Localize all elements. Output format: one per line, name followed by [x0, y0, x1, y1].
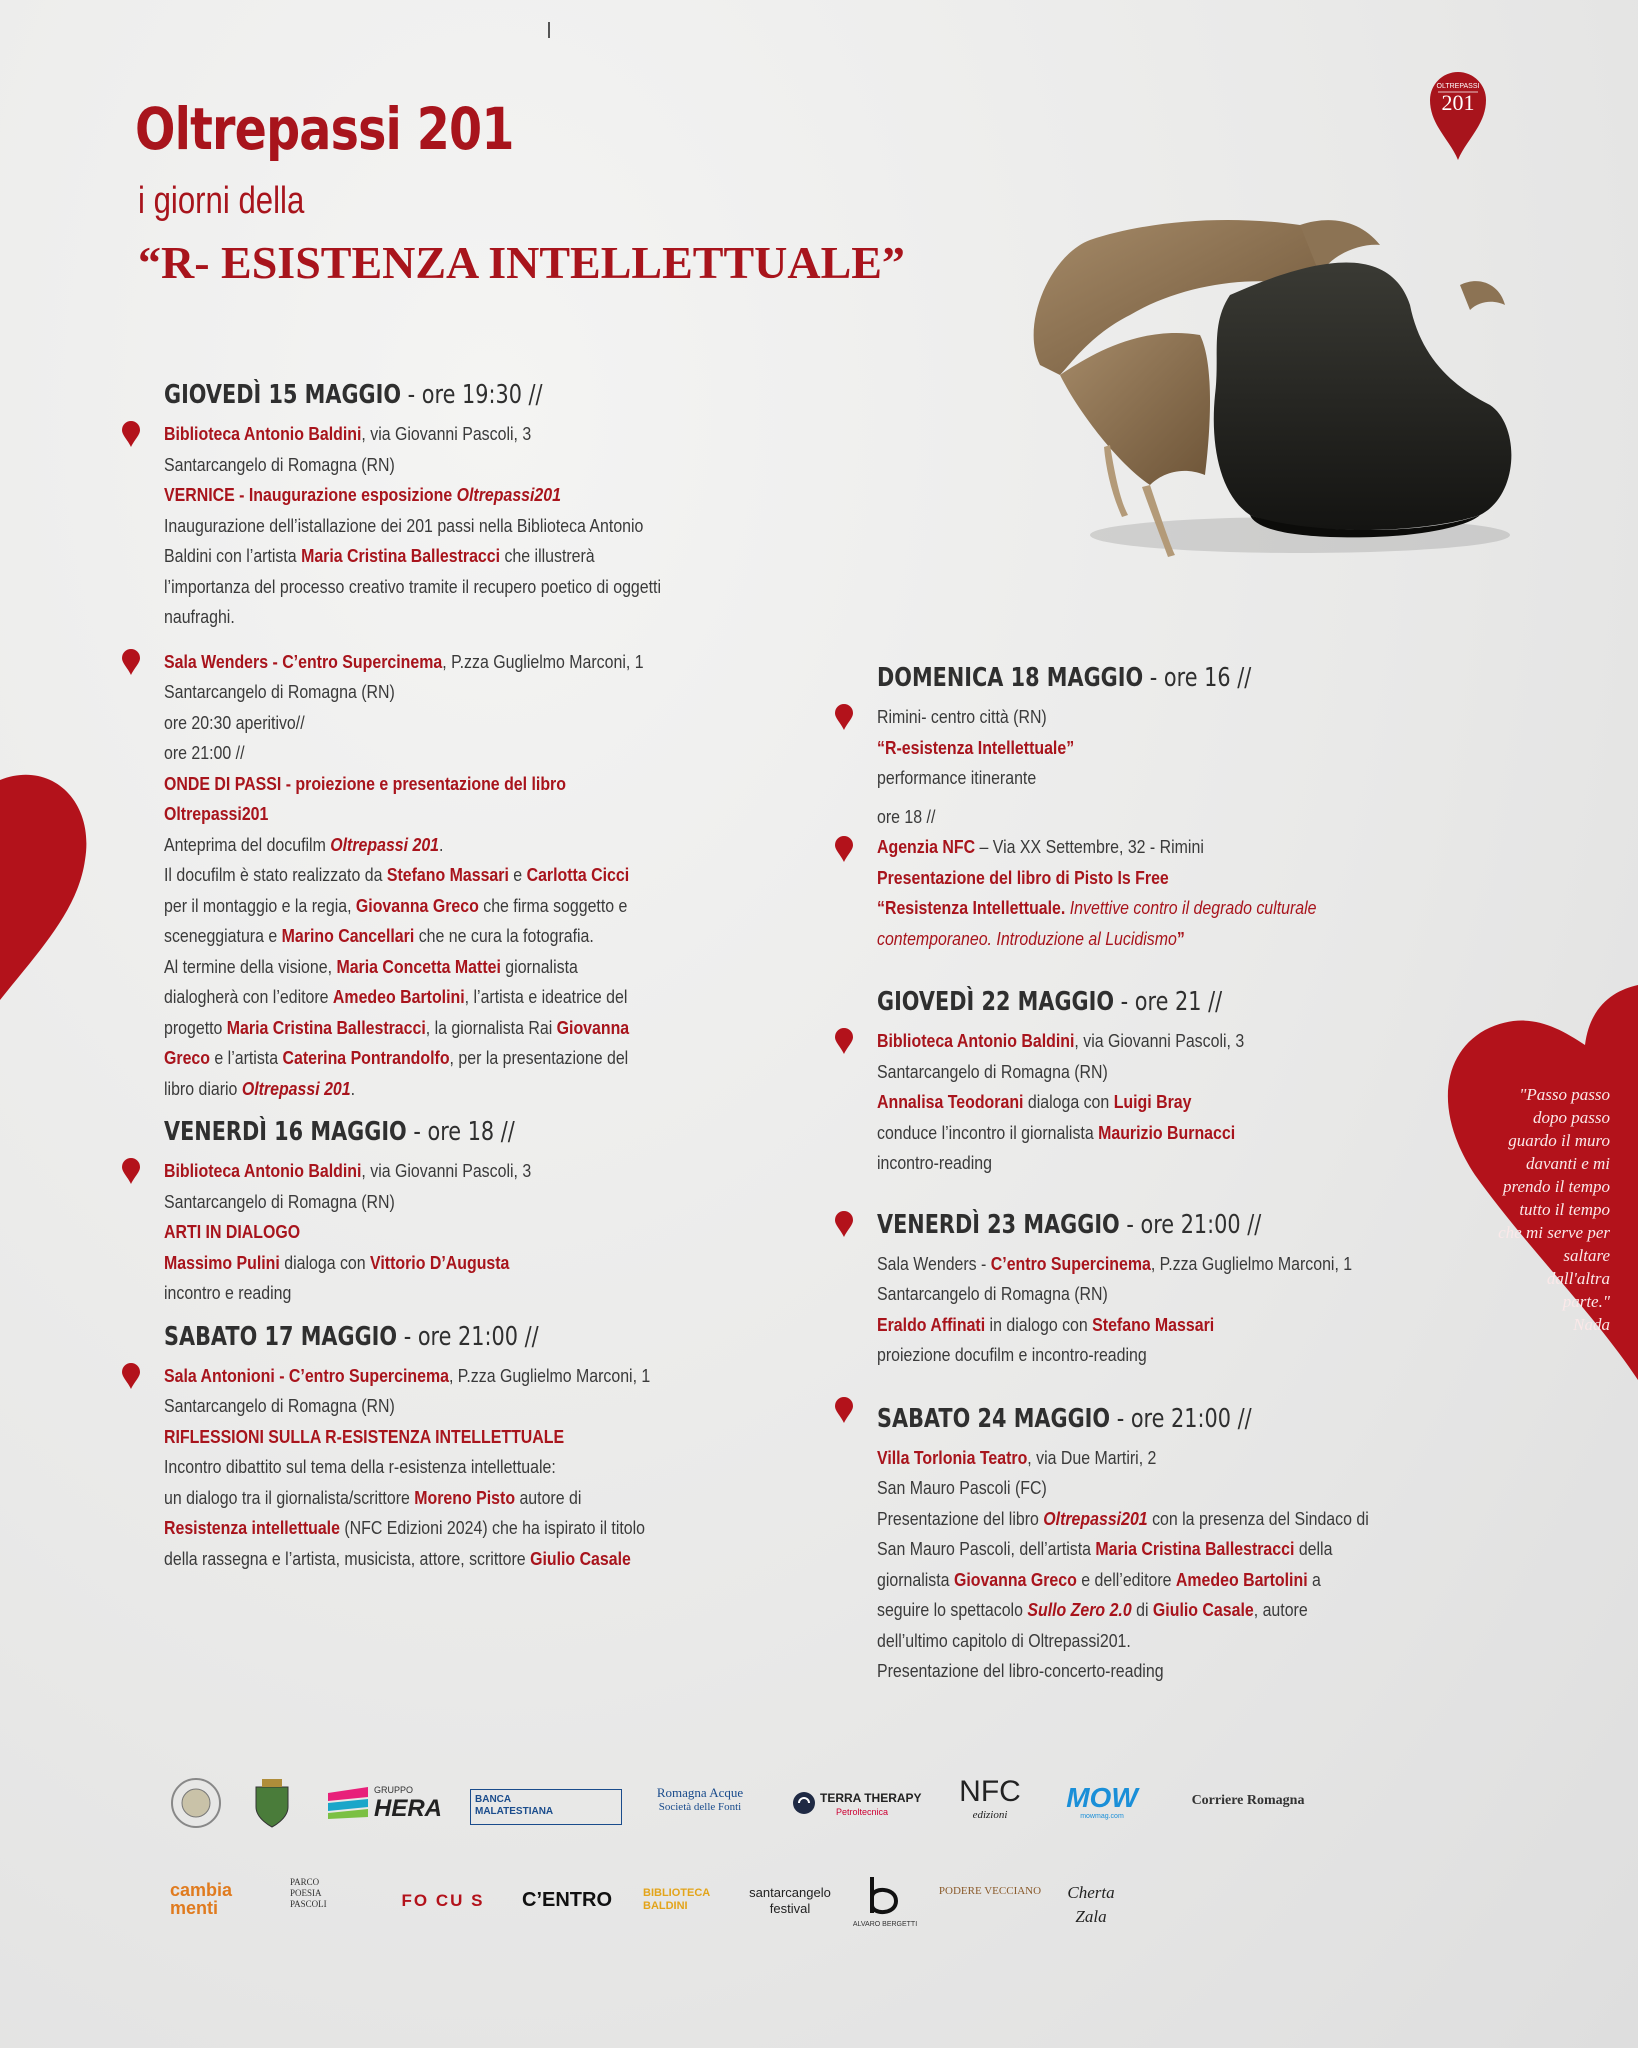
poster-title: Oltrepassi 201	[135, 95, 514, 163]
event-venerdi-23-maggio	[877, 1207, 1417, 1371]
red-heart-shape-left	[0, 770, 90, 1000]
event-date-header: DOMENICA 18 MAGGIO - ore 16 //	[877, 663, 1252, 693]
municipal-crest-logo	[252, 1777, 292, 1829]
location-pin-icon	[122, 1158, 140, 1184]
nada-quote: "Passo passo dopo passo guardo il muro davanti e mi prendo il tempo tutto il tempo che mi serve per saltare dall'altra parte." Nada	[1498, 1085, 1610, 1334]
mow-logo: MOW mowmag.com	[1066, 1782, 1138, 1820]
event-sabato-17-maggio	[164, 1319, 687, 1575]
location-pin-icon	[835, 704, 853, 730]
broken-boot-illustration	[1000, 215, 1530, 575]
event-date-header: VENERDÌ 23 MAGGIO - ore 21:00 //	[877, 1209, 1262, 1240]
location-pin-icon	[122, 1363, 140, 1389]
hera-logo: GRUPPO HERA	[328, 1785, 438, 1825]
santarcangelo-festival-logo: santarcangelo festival	[749, 1885, 831, 1916]
biblioteca-baldini-logo: BIBLIOTECA BALDINI	[643, 1887, 710, 1912]
banca-malatestiana-logo: BANCA MALATESTIANA	[470, 1789, 622, 1825]
event-block-sala-wenders: Sala Wenders - C’entro Supercinema, P.zza Guglielmo Marconi, 1 Santarcangelo di Romagna (RN) ore 20:30 aperitivo// ore 21:00 // ONDE DI PASSI - proiezione e presentazione del libro Oltrepassi201 Anteprima del docufilm Oltrepassi 201. Il docufilm è stato realizzato da Stefano Massari e Carlotta Cicci per il montaggio e la regia, Giovanna Greco che firma soggetto e sceneggiatura e Marino Cancellari che ne cura la fotografia. Al termine della visione, Maria Concetta Mattei giornalista dialogherà con l’editore Amedeo Bartolini, l’artista e ideatrice del progetto Maria Cristina Ballestracci, la giornalista Rai Giovanna Greco e l’artista Caterina Pontrandolfo, per la presentazione del libro diario Oltrepassi 201.	[164, 647, 687, 1105]
terra-therapy-logo: TERRA THERAPY Petroltecnica	[792, 1789, 932, 1825]
alvaro-bergetti-mark	[864, 1875, 904, 1921]
event-block: Biblioteca Antonio Baldini, via Giovanni Pascoli, 3 Santarcangelo di Romagna (RN) Annalisa Teodorani dialoga con Luigi Bray conduce l’incontro il giornalista Maurizio Burnacci incontro-reading	[877, 1026, 1417, 1179]
location-pin-icon	[835, 1028, 853, 1054]
venue-name: Biblioteca Antonio Baldini	[164, 423, 362, 444]
event-venerdi-16-maggio	[164, 1114, 687, 1309]
event-block: Sala Antonioni - C’entro Supercinema, P.zza Guglielmo Marconi, 1 Santarcangelo di Romagna (RN) RIFLESSIONI SULLA R-ESISTENZA INTELLETTUALE Incontro dibattito sul tema della r-esistenza intellettuale: un dialogo tra il giornalista/scrittore Moreno Pisto autore di Resistenza intellettuale (NFC Edizioni 2024) che ha ispirato il titolo della rassegna e l’artista, musicista, attore, scrittore Giulio Casale	[164, 1361, 687, 1575]
oltrepassi-badge	[1428, 70, 1488, 162]
cambiamenti-logo: cambia menti	[170, 1880, 233, 1918]
event-date-header: SABATO 24 MAGGIO - ore 21:00 //	[877, 1403, 1252, 1434]
sponsor-row-1	[160, 1775, 1480, 1845]
event-date-header: GIOVEDÌ 15 MAGGIO - ore 19:30 //	[164, 380, 543, 410]
location-pin-icon	[835, 1397, 853, 1423]
location-pin-icon	[122, 649, 140, 675]
paper-mark	[548, 22, 550, 38]
location-pin-icon	[122, 421, 140, 447]
event-block: ore 18 // Agenzia NFC – Via XX Settembre, 32 - Rimini Presentazione del libro di Pisto Is Free “Resistenza Intellettuale. Invettive contro il degrado culturale contemporaneo. Introduzione al Lucidismo”	[877, 802, 1417, 955]
parco-poesia-pascoli-logo: PARCO POESIA PASCOLI	[290, 1877, 327, 1909]
event-date-header: SABATO 17 MAGGIO - ore 21:00 //	[164, 1321, 539, 1352]
nfc-edizioni-logo: NFC edizioni	[959, 1775, 1021, 1821]
left-schedule-column	[164, 377, 687, 1574]
municipal-seal-logo	[170, 1775, 222, 1831]
location-pin-icon	[835, 836, 853, 862]
poster-subtitle: i giorni della	[138, 180, 305, 222]
centro-logo: C’ENTRO	[522, 1889, 612, 1911]
terra-therapy-mark	[792, 1791, 816, 1815]
right-schedule-column	[877, 660, 1417, 1687]
badge-number: 201	[1441, 90, 1475, 115]
badge-top-text: OLTREPASSI	[1436, 83, 1480, 90]
poster-headline: “R- ESISTENZA INTELLETTUALE”	[138, 237, 905, 288]
event-date-header: VENERDÌ 16 MAGGIO - ore 18 //	[164, 1117, 515, 1147]
event-block: Sala Wenders - C’entro Supercinema, P.zza Guglielmo Marconi, 1 Santarcangelo di Romagna (RN) Eraldo Affinati in dialogo con Stefano Massari proiezione docufilm e incontro-reading	[877, 1252, 1353, 1365]
podere-vecciano-logo: PODERE VECCIANO	[938, 1885, 1042, 1897]
alvaro-bergetti-logo: ALVARO BERGETTI	[850, 1875, 920, 1935]
event-block-biblioteca: Biblioteca Antonio Baldini, via Giovanni Pascoli, 3 Santarcangelo di Romagna (RN) VERNICE - Inaugurazione esposizione Oltrepassi201 Inaugurazione dell’istallazione dei 201 passi nella Biblioteca Antonio Baldini con l’artista Maria Cristina Ballestracci che illustrerà l’importanza del processo creativo tramite il recupero poetico di oggetti naufraghi.	[164, 419, 687, 633]
location-pin-icon	[835, 1211, 853, 1237]
venue-city: Santarcangelo di Romagna (RN)	[164, 453, 395, 475]
event-giovedi-22-maggio	[877, 984, 1417, 1179]
event-block: Rimini- centro città (RN) “R-esistenza Intellettuale” performance itinerante	[877, 702, 1417, 794]
venue-name: Sala Wenders - C’entro Supercinema	[164, 650, 443, 672]
corriere-romagna-logo: Corriere Romagna	[1191, 1793, 1305, 1808]
event-domenica-18-maggio	[877, 660, 1417, 954]
focus-logo: FO CU S	[401, 1891, 485, 1910]
romagna-acque-logo: Romagna Acque Società delle Fonti	[656, 1785, 744, 1813]
event-block: Villa Torlonia Teatro, via Due Martiri, 2 San Mauro Pascoli (FC) Presentazione del libro Oltrepassi201 con la presenza del Sindaco di San Mauro Pascoli, dell’artista Maria Cristina Ballestracci della giornalista Giovanna Greco e dell’editore Amedeo Bartolini a seguire lo spettacolo Sullo Zero 2.0 di Giulio Casale, autore dell’ultimo capitolo di Oltrepassi201. Presentazione del libro-concerto-reading	[877, 1446, 1369, 1681]
event-block: Biblioteca Antonio Baldini, via Giovanni Pascoli, 3 Santarcangelo di Romagna (RN) ARTI IN DIALOGO Massimo Pulini dialoga con Vittorio D’Augusta incontro e reading	[164, 1156, 687, 1309]
hera-mark	[328, 1787, 370, 1819]
event-sabato-24-maggio	[877, 1401, 1417, 1687]
cherta-zala-logo: Cherta Zala	[1067, 1883, 1115, 1926]
sponsor-row-2	[160, 1875, 1480, 1945]
event-date-header: GIOVEDÌ 22 MAGGIO - ore 21 //	[877, 987, 1223, 1017]
event-giovedi-15-maggio	[164, 377, 687, 1104]
